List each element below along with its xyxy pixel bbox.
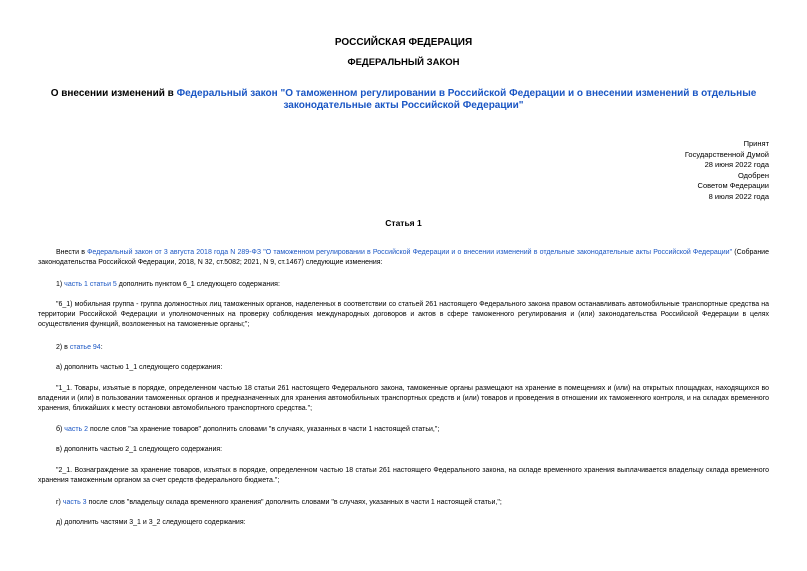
subitem-g-post: после слов "владельцу склада временного хранения" дополнить словами "в случаях, указанных в части 1 настоящей статьи,"; xyxy=(86,499,502,506)
adoption-line: Одобрен xyxy=(738,170,769,180)
intro-pre: Внести в xyxy=(56,249,88,256)
item-2-post: : xyxy=(100,344,103,351)
subitem-g-link[interactable]: часть 3 xyxy=(62,499,87,506)
adoption-line: Советом Федерации xyxy=(697,181,769,191)
doc-type-heading: ФЕДЕРАЛЬНЫЙ ЗАКОН xyxy=(347,57,460,68)
law-title-prefix: О внесении изменений в xyxy=(50,88,177,99)
subitem-d: д) дополнить частями 3_1 и 3_2 следующего содержания: xyxy=(56,519,246,526)
adoption-block xyxy=(685,139,769,203)
item-1-post: дополнить пунктом 6_1 следующего содержания: xyxy=(116,281,280,288)
subitem-b-link[interactable]: часть 2 xyxy=(64,426,89,433)
law-title xyxy=(30,88,777,112)
country-heading: РОССИЙСКАЯ ФЕДЕРАЦИЯ xyxy=(334,37,473,48)
item-1-link[interactable]: часть 1 статьи 5 xyxy=(64,281,117,288)
subitem-b-pre: б) xyxy=(56,426,65,433)
item-2-pre: 2) в xyxy=(56,344,70,351)
subitem-b-post: после слов "за хранение товаров" дополнить словами "в случаях, указанных в части 1 настоящей статьи,"; xyxy=(88,426,440,433)
intro-post: (Собрание законодательства Российской Федерации, 2018, N 32, ст.5082; 2021, N 9, ст.1467) следующие изменения: xyxy=(38,249,769,266)
adoption-line: Принят xyxy=(743,139,769,148)
item-2 xyxy=(38,343,769,353)
adoption-line: 28 июня 2022 года xyxy=(704,160,769,170)
adoption-line: 8 июля 2022 года xyxy=(708,191,769,201)
item-1-pre: 1) xyxy=(56,281,65,288)
subitem-v: в) дополнить частью 2_1 следующего содержания: xyxy=(56,446,223,453)
adoption-line: Государственной Думой xyxy=(684,149,769,159)
intro-law-link[interactable]: Федеральный закон от 3 августа 2018 года N 289-ФЗ "О таможенном регулировании в Российской Федерации и о внесении изменений в отдельные законодательные акты Российской Федерации" xyxy=(87,249,733,256)
subitem-b xyxy=(38,425,769,435)
subitem-a-quote: "1_1. Товары, изъятые в порядке, определенном частью 18 статьи 261 настоящего Федерального закона, таможенные органы размещают на хранение в помещениях и (или) на открытых площадках, находящихся во владении и (или) в пользовании таможенных органов и предназначенных для хранения автомобильных транспортных средств и (или) товаров и проведения в отношении их таможенного контроля, и на складах временного хранения, ближайших к месту остановки автомобильного транспортного средства."; xyxy=(38,385,769,412)
item-1-quote: "6_1) мобильная группа - группа должностных лиц таможенных органов, наделенных в соответствии со статьей 261 настоящего Федерального закона правом останавливать автомобильные транспортные средства на территории Российской Федерации и уполномоченных на проверку соблюдения международных договоров и актов в сфере таможенного регулирования и (или) законодательства Российской Федерации в целях осуществления функций, возложенных на таможенные органы;"; xyxy=(38,301,769,328)
subitem-v-quote: "2_1. Вознаграждение за хранение товаров, изъятых в порядке, определенном частью 18 статьи 261 настоящего Федерального закона, на складе временного хранения выплачивается владельцу склада временного хранения таможенным органом за счет средств федерального бюджета."; xyxy=(38,467,769,484)
article-heading: Статья 1 xyxy=(385,218,422,228)
law-title-link[interactable]: Федеральный закон "О таможенном регулировании в Российской Федерации и о внесении изменений в отдельные законодательные акты Российской Федерации" xyxy=(176,88,757,111)
subitem-g-pre: г) xyxy=(56,499,63,506)
subitem-a: а) дополнить частью 1_1 следующего содержания: xyxy=(56,364,223,371)
intro-paragraph xyxy=(38,248,769,268)
item-2-link[interactable]: статье 94 xyxy=(69,344,101,351)
item-1 xyxy=(38,280,769,290)
subitem-g xyxy=(38,498,769,508)
